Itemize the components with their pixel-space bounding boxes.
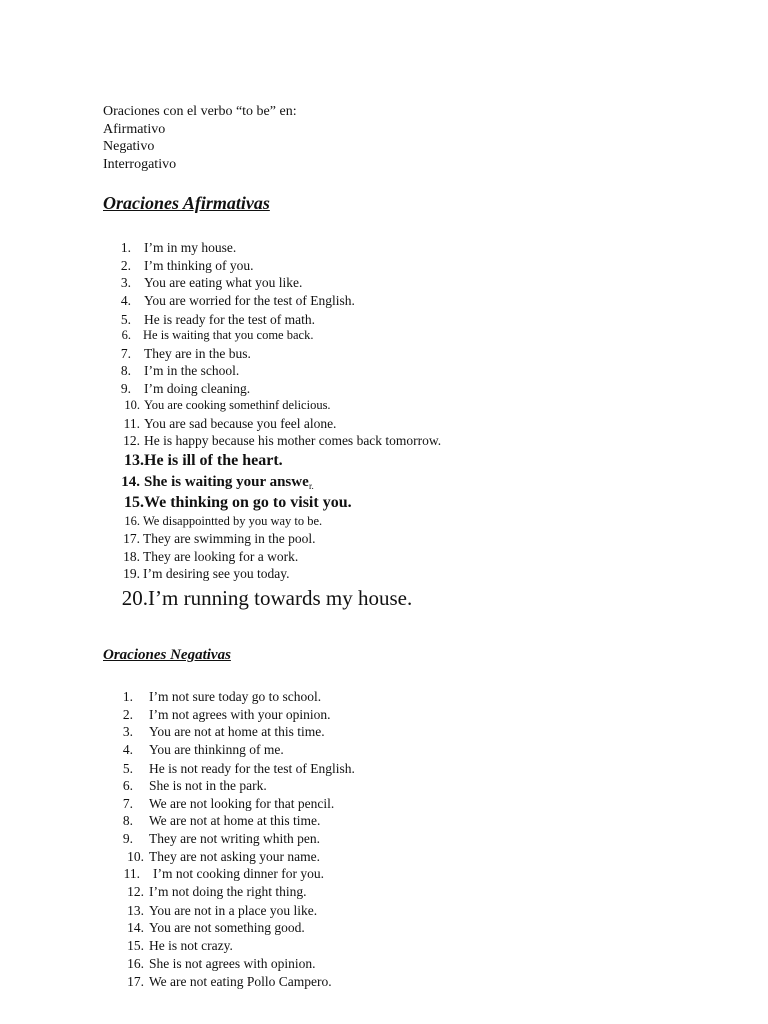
affirmative-item-number: 10. bbox=[124, 398, 140, 412]
negative-item-text: You are thinkinng of me. bbox=[149, 742, 284, 757]
affirmative-item-number: 2. bbox=[120, 258, 131, 273]
negative-item-15 bbox=[118, 938, 233, 955]
negative-item-text: I’m not doing the right thing. bbox=[149, 884, 307, 899]
affirmative-item-text: We disappointted by you way to be. bbox=[143, 514, 323, 528]
affirmative-item-number: 6. bbox=[121, 328, 131, 342]
negative-item-9 bbox=[118, 831, 320, 848]
negative-item-number: 17. bbox=[127, 974, 144, 989]
negative-item-number: 7. bbox=[122, 796, 133, 811]
affirmative-item-number: 20. bbox=[121, 586, 148, 610]
affirmative-item-13 bbox=[118, 451, 283, 471]
negative-item-text: She is not in the park. bbox=[149, 778, 267, 793]
negative-item-text: I’m not cooking dinner for you. bbox=[153, 866, 324, 881]
negative-item-number: 8. bbox=[122, 813, 133, 828]
affirmative-item-text: She is waiting your answe bbox=[144, 474, 309, 490]
affirmative-item-text: You are worried for the test of English. bbox=[144, 293, 355, 308]
affirmative-item-4 bbox=[118, 293, 355, 310]
affirmative-item-text: He is ill of the heart. bbox=[144, 452, 283, 469]
negative-item-text: You are not in a place you like. bbox=[149, 903, 318, 918]
affirmative-item-15 bbox=[118, 493, 352, 513]
affirmative-item-text: I’m desiring see you today. bbox=[143, 566, 290, 581]
negative-item-number: 13. bbox=[127, 903, 144, 918]
negative-item-text: You are not something good. bbox=[149, 920, 305, 935]
negative-item-8 bbox=[118, 813, 321, 830]
negative-item-text: He is not ready for the test of English. bbox=[149, 761, 355, 776]
affirmative-item-10 bbox=[118, 398, 331, 414]
affirmative-item-number: 13. bbox=[124, 452, 144, 469]
affirmative-heading: Oraciones Afirmativas bbox=[103, 193, 270, 213]
affirmative-item-text: They are swimming in the pool. bbox=[143, 531, 316, 546]
affirmative-item-number: 1. bbox=[120, 240, 131, 255]
negative-heading: Oraciones Negativas bbox=[103, 647, 231, 663]
negative-item-number: 9. bbox=[122, 831, 133, 846]
affirmative-item-8 bbox=[118, 363, 240, 380]
negative-item-17 bbox=[118, 974, 332, 991]
negative-item-5 bbox=[118, 761, 355, 778]
affirmative-item-text: I’m in the school. bbox=[144, 363, 240, 378]
affirmative-item-18 bbox=[118, 549, 299, 566]
negative-item-text: You are not at home at this time. bbox=[149, 724, 325, 739]
negative-item-text: I’m not agrees with your opinion. bbox=[149, 707, 331, 722]
affirmative-item-19 bbox=[118, 566, 290, 583]
affirmative-item-text: They are looking for a work. bbox=[143, 549, 299, 564]
affirmative-item-11 bbox=[118, 416, 337, 433]
negative-item-text: He is not crazy. bbox=[149, 938, 233, 953]
intro-form-negative: Negativo bbox=[103, 139, 155, 154]
affirmative-item-number: 12. bbox=[123, 433, 140, 448]
affirmative-item-number: 3. bbox=[120, 275, 131, 290]
affirmative-item-6 bbox=[118, 328, 314, 344]
negative-item-16 bbox=[118, 956, 316, 973]
affirmative-item-number: 17. bbox=[123, 531, 140, 546]
negative-item-number: 15. bbox=[127, 938, 144, 953]
affirmative-item-9 bbox=[118, 381, 251, 398]
intro-form-interrogative: Interrogativo bbox=[103, 156, 177, 172]
affirmative-item-number: 14. bbox=[121, 474, 140, 490]
affirmative-item-text-tail: r. bbox=[309, 481, 314, 491]
affirmative-item-text: You are sad because you feel alone. bbox=[144, 416, 337, 431]
affirmative-item-5 bbox=[118, 312, 315, 329]
affirmative-item-number: 4. bbox=[120, 293, 131, 308]
affirmative-item-text: They are in the bus. bbox=[144, 346, 251, 361]
negative-item-text: They are not writing whith pen. bbox=[149, 831, 320, 846]
negative-item-text: We are not looking for that pencil. bbox=[149, 796, 335, 811]
affirmative-item-number: 11. bbox=[123, 416, 140, 431]
negative-item-12 bbox=[118, 884, 307, 901]
negative-item-2 bbox=[118, 707, 331, 724]
affirmative-item-17 bbox=[118, 531, 316, 548]
affirmative-item-14 bbox=[118, 473, 314, 492]
affirmative-item-number: 8. bbox=[120, 363, 131, 378]
affirmative-item-number: 19. bbox=[123, 566, 140, 581]
affirmative-item-number: 9. bbox=[120, 381, 131, 396]
affirmative-item-text: We thinking on go to visit you. bbox=[144, 494, 352, 511]
negative-item-text: I’m not sure today go to school. bbox=[149, 689, 322, 704]
negative-item-11 bbox=[118, 866, 324, 883]
affirmative-item-text: I’m doing cleaning. bbox=[144, 381, 251, 396]
negative-item-6 bbox=[118, 778, 267, 795]
affirmative-item-text: I’m thinking of you. bbox=[144, 258, 254, 273]
affirmative-item-text: I’m in my house. bbox=[144, 240, 237, 255]
affirmative-item-number: 5. bbox=[120, 312, 131, 327]
affirmative-item-number: 15. bbox=[124, 494, 144, 511]
negative-item-text: We are not eating Pollo Campero. bbox=[149, 974, 332, 989]
affirmative-item-2 bbox=[118, 258, 254, 275]
negative-item-number: 1. bbox=[122, 689, 133, 704]
affirmative-item-text: He is waiting that you come back. bbox=[143, 328, 314, 342]
intro-form-affirmative: Afirmativo bbox=[103, 121, 166, 137]
negative-item-14 bbox=[118, 920, 305, 937]
negative-item-7 bbox=[118, 796, 335, 813]
affirmative-item-20 bbox=[118, 585, 413, 611]
negative-item-text: They are not asking your name. bbox=[149, 849, 320, 864]
affirmative-item-7 bbox=[118, 346, 251, 363]
negative-item-text: We are not at home at this time. bbox=[149, 813, 321, 828]
negative-item-3 bbox=[118, 724, 325, 741]
negative-item-number: 5. bbox=[122, 761, 133, 776]
affirmative-item-text: You are cooking somethinf delicious. bbox=[144, 398, 331, 412]
affirmative-item-number: 7. bbox=[120, 346, 131, 361]
negative-item-number: 2. bbox=[122, 707, 133, 722]
affirmative-item-text: You are eating what you like. bbox=[144, 275, 303, 290]
affirmative-item-text: I’m running towards my house. bbox=[148, 586, 413, 610]
negative-item-number: 12. bbox=[127, 884, 144, 899]
negative-item-number: 6. bbox=[122, 778, 133, 793]
affirmative-item-1 bbox=[118, 240, 237, 257]
negative-item-number: 11. bbox=[123, 866, 140, 881]
negative-item-text: She is not agrees with opinion. bbox=[149, 956, 316, 971]
negative-item-number: 3. bbox=[122, 724, 133, 739]
affirmative-item-number: 16. bbox=[124, 514, 140, 528]
negative-item-number: 4. bbox=[122, 742, 133, 757]
negative-item-number: 16. bbox=[127, 956, 144, 971]
negative-item-number: 14. bbox=[127, 920, 144, 935]
intro-block bbox=[103, 103, 297, 173]
affirmative-item-3 bbox=[118, 275, 303, 292]
negative-item-1 bbox=[118, 689, 322, 706]
negative-item-4 bbox=[118, 742, 284, 759]
affirmative-item-16 bbox=[118, 514, 323, 530]
negative-item-10 bbox=[118, 849, 320, 866]
negative-item-13 bbox=[118, 903, 318, 920]
negative-item-number: 10. bbox=[127, 849, 144, 864]
affirmative-item-12 bbox=[118, 433, 442, 450]
intro-title: Oraciones con el verbo “to be” en: bbox=[103, 104, 297, 119]
affirmative-item-number: 18. bbox=[123, 549, 140, 564]
affirmative-item-text: He is ready for the test of math. bbox=[144, 312, 315, 327]
affirmative-item-text: He is happy because his mother comes back tomorrow. bbox=[144, 433, 442, 448]
